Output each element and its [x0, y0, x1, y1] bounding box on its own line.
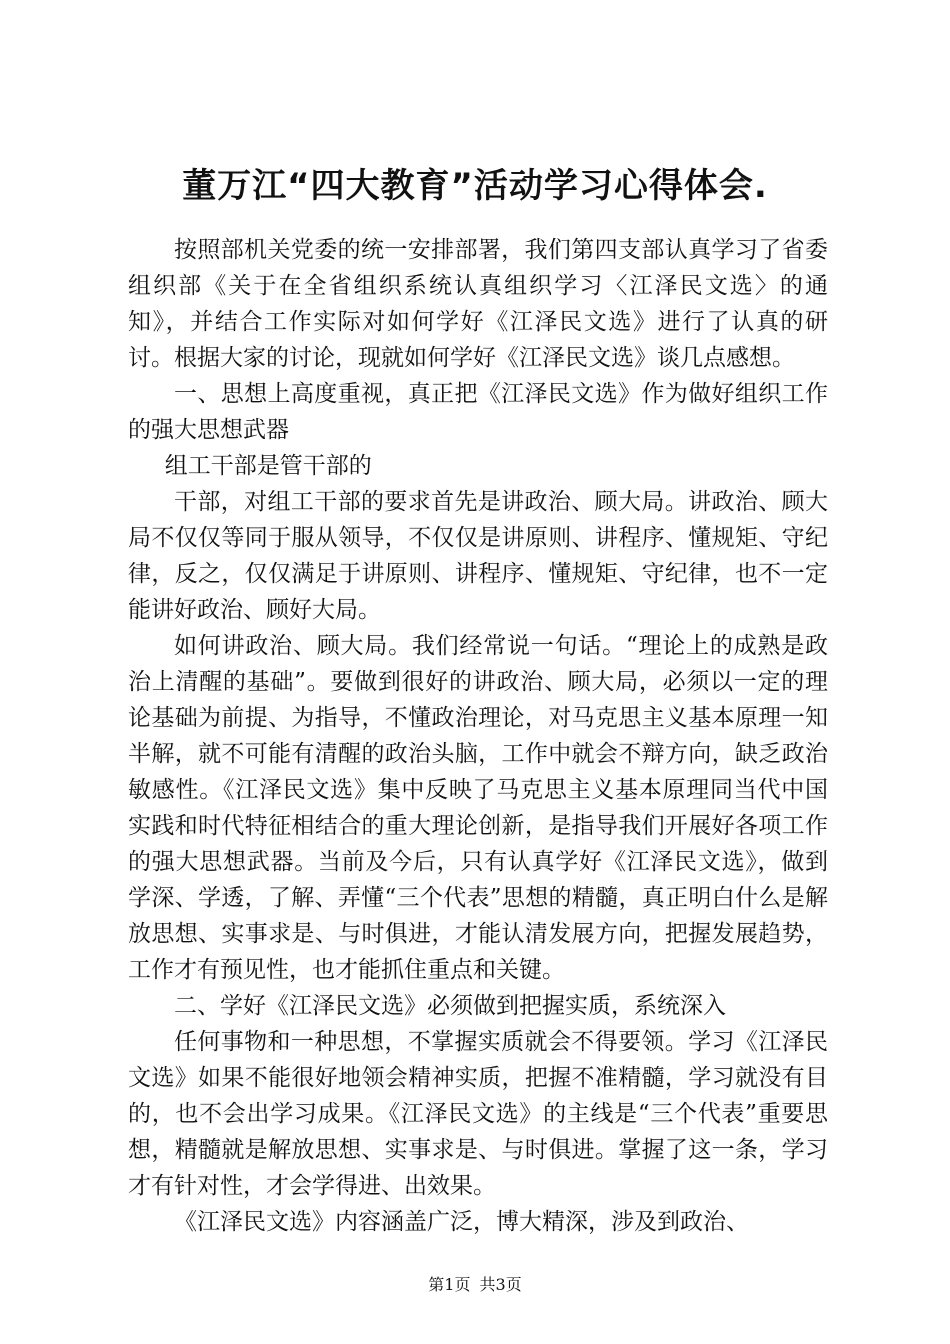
- paragraph-intro: 按照部机关党委的统一安排部署，我们第四支部认真学习了省委组织部《关于在全省组织系统认真组织学习〈江泽民文选〉的通知》，并结合工作实际对如何学好《江泽民文选》进行了认真的研讨。根据大家的讨论，现就如何学好《江泽民文选》谈几点感想。: [128, 237, 828, 371]
- paragraph-politics: 如何讲政治、顾大局。我们经常说一句话。“理论上的成熟是政治上清醒的基础”。要做到很好的讲政治、顾大局，必须以一定的理论基础为前提、为指导，不懂政治理论，对马克思主义基本原理一知半解，就不可能有清醒的政治头脑，工作中就会不辩方向，缺乏政治敏感性。《江泽民文选》集中反映了马克思主义基本原理同当代中国实践和时代特征相结合的重大理论创新，是指导我们开展好各项工作的强大思想武器。当前及今后，只有认真学好《江泽民文选》，做到学深、学透，了解、弄懂“三个代表”思想的精髓，真正明白什么是解放思想、实事求是、与时俱进，才能认清发展方向，把握发展趋势，工作才有预见性，也才能抓住重点和关键。: [128, 633, 828, 983]
- section-heading-2: 二、学好《江泽民文选》必须做到把握实质，系统深入: [174, 993, 726, 1019]
- page-footer: [0, 1275, 950, 1295]
- document-title: 董万江“四大教育”活动学习心得体会.: [182, 166, 768, 206]
- page-number: 第1页: [428, 1275, 471, 1294]
- page-total: 共3页: [479, 1275, 522, 1294]
- section-heading-1: 一、思想上高度重视，真正把《江泽民文选》作为做好组织工作的强大思想武器: [128, 381, 828, 443]
- paragraph-scope: 《江泽民文选》内容涵盖广泛，博大精深，涉及到政治、: [174, 1209, 749, 1235]
- paragraph-cadre-requirements: 干部，对组工干部的要求首先是讲政治、顾大局。讲政治、顾大局不仅仅等同于服从领导，不仅仅是讲原则、讲程序、懂规矩、守纪律，反之，仅仅满足于讲原则、讲程序、懂规矩、守纪律，也不一定能讲好政治、顾好大局。: [128, 489, 828, 623]
- paragraph-essence: 任何事物和一种思想，不掌握实质就会不得要领。学习《江泽民文选》如果不能很好地领会精神实质，把握不准精髓，学习就没有目的，也不会出学习成果。《江泽民文选》的主线是“三个代表”重要思想，精髓就是解放思想、实事求是、与时俱进。掌握了这一条，学习才有针对性，才会学得进、出效果。: [128, 1029, 828, 1199]
- paragraph-line: 组工干部是管干部的: [164, 453, 372, 479]
- document-body: [128, 232, 828, 1240]
